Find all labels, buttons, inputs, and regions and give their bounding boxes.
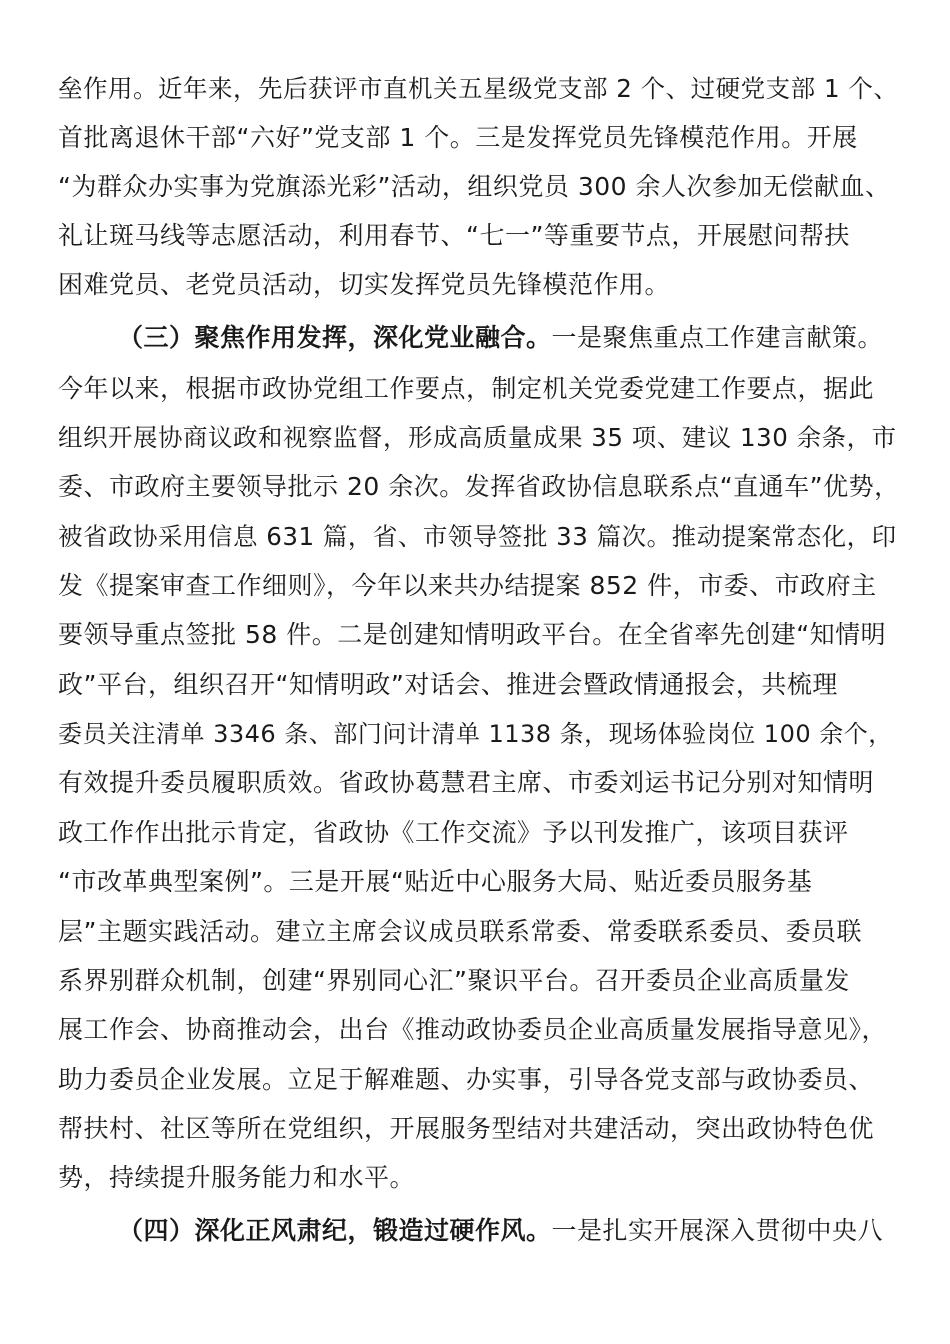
text-line: 层”主题实践活动。建立主席会议成员联系常委、常委联系委员、委员联 bbox=[58, 917, 862, 946]
text-line: 帮扶村、社区等所在党组织，开展服务型结对共建活动，突出政协特色优 bbox=[58, 1114, 875, 1143]
text-line: 委、市政府主要领导批示 20 余次。发挥省政协信息联系点“直通车”优势， bbox=[58, 472, 900, 501]
text-line: 展工作会、协商推动会，出台《推动政协委员企业高质量发展指导意见》， bbox=[58, 1015, 888, 1044]
section-4-heading: （四）深化正风肃纪，锻造过硬作风。 bbox=[118, 1216, 552, 1245]
text-line: 政工作作出批示肯定，省政协《工作交流》予以刊发推广，该项目获评 bbox=[58, 818, 849, 847]
text-line: 势，持续提升服务能力和水平。 bbox=[58, 1163, 416, 1192]
text-line: 有效提升委员履职质效。省政协葛慧君主席、市委刘运书记分别对知情明 bbox=[58, 768, 875, 797]
text-line: 首批离退休干部“六好”党支部 1 个。三是发挥党员先锋模范作用。开展 bbox=[58, 123, 858, 152]
text-line: 发《提案审查工作细则》，今年以来共办结提案 852 件，市委、市政府主 bbox=[58, 571, 877, 600]
text-line: 助力委员企业发展。立足于解难题、办实事，引导各党支部与政协委员、 bbox=[58, 1065, 875, 1094]
section-3-heading: （三）聚焦作用发挥，深化党业融合。 bbox=[118, 323, 552, 352]
section-4-heading-line bbox=[118, 1214, 883, 1248]
text-line: 系界别群众机制，创建“界别同心汇”聚识平台。召开委员企业高质量发 bbox=[58, 966, 850, 995]
section-3-lead-text: 一是聚焦重点工作建言献策。 bbox=[551, 323, 884, 352]
text-line: 垒作用。近年来，先后获评市直机关五星级党支部 2 个、过硬党支部 1 个、 bbox=[58, 74, 899, 103]
text-line: “市改革典型案例”。三是开展“贴近中心服务大局、贴近委员服务基 bbox=[58, 867, 813, 896]
section-3-heading-line bbox=[118, 321, 883, 355]
text-line: 被省政协采用信息 631 篇，省、市领导签批 33 篇次。推动提案常态化，印 bbox=[58, 522, 897, 551]
section-4-lead-text: 一是扎实开展深入贯彻中央八 bbox=[551, 1216, 884, 1245]
text-line: 要领导重点签批 58 件。二是创建知情明政平台。在全省率先创建“知情明 bbox=[58, 620, 887, 649]
text-line: 礼让斑马线等志愿活动，利用春节、“七一”等重要节点，开展慰问帮扶 bbox=[58, 221, 850, 250]
text-line: 组织开展协商议政和视察监督，形成高质量成果 35 项、建议 130 余条，市 bbox=[58, 423, 897, 452]
text-line: 政”平台，组织召开“知情明政”对话会、推进会暨政情通报会，共梳理 bbox=[58, 670, 838, 699]
text-line: 今年以来，根据市政协党组工作要点，制定机关党委党建工作要点，据此 bbox=[58, 374, 875, 403]
text-line: 委员关注清单 3346 条、部门问计清单 1138 条，现场体验岗位 100 余个， bbox=[58, 720, 893, 748]
text-line: 困难党员、老党员活动，切实发挥党员先锋模范作用。 bbox=[58, 270, 671, 299]
text-line: “为群众办实事为党旗添光彩”活动，组织党员 300 余人次参加无偿献血、 bbox=[58, 172, 891, 201]
